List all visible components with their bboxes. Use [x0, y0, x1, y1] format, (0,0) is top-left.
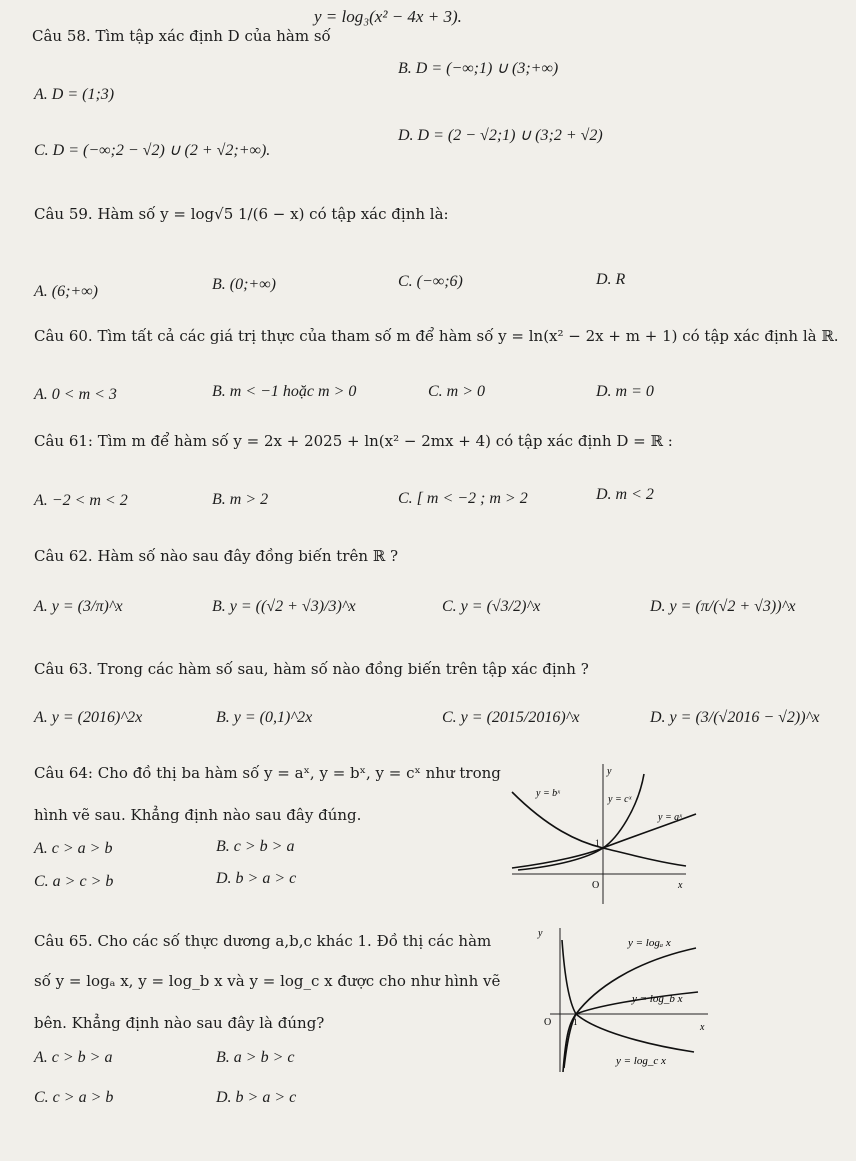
q64-label-ya: y = aˣ	[658, 812, 683, 823]
q64-graph	[508, 758, 708, 908]
q63-option-b: B. y = (0,1)^2x	[216, 709, 313, 726]
q64-curve-b	[512, 792, 686, 866]
q63-option-d: D. y = (3/(√2016 − √2))^x	[650, 709, 820, 726]
q65-stem-line2: số y = logₐ x, y = log_b x và y = log_c x được cho như hình vẽ	[34, 972, 501, 990]
q64-stem-line2: hình vẽ sau. Khẳng định nào sau đây đúng.	[34, 806, 362, 824]
q60-option-d: D. m = 0	[596, 383, 654, 400]
q64-label-yb: y = bˣ	[536, 788, 561, 799]
q60-option-c: C. m > 0	[428, 383, 486, 400]
q63-stem: Câu 63. Trong các hàm số sau, hàm số nào đồng biến trên tập xác định ?	[34, 660, 589, 678]
q58-option-b: B. D = (−∞;1) ∪ (3;+∞)	[398, 60, 559, 77]
q62-option-a: A. y = (3/π)^x	[34, 598, 123, 615]
q65-stem-line1: Câu 65. Cho các số thực dương a,b,c khác 1. Đồ thị các hàm	[34, 932, 492, 950]
q62-option-c: C. y = (√3/2)^x	[442, 598, 541, 615]
q64-stem-line1: Câu 64: Cho đồ thị ba hàm số y = aˣ, y = bˣ, y = cˣ như trong	[34, 764, 501, 782]
q58-option-a: A. D = (1;3)	[34, 86, 115, 103]
q65-graph	[522, 922, 722, 1082]
q58-option-c: C. D = (−∞;2 − √2) ∪ (2 + √2;+∞).	[34, 142, 271, 159]
q60-option-b: B. m < −1 hoặc m > 0	[212, 383, 357, 400]
q59-option-b: B. (0;+∞)	[212, 276, 276, 293]
q64-axis-x-label: x	[678, 880, 683, 891]
q61-option-c: C. [ m < −2 ; m > 2	[398, 490, 528, 507]
q65-axis-x-label: x	[700, 1022, 705, 1033]
q64-origin-label: O	[592, 880, 600, 891]
q64-axis-y-label: y	[607, 766, 612, 777]
q59-option-a: A. (6;+∞)	[34, 283, 98, 300]
q58-stem: Câu 58. Tìm tập xác định D của hàm số	[32, 27, 331, 45]
q65-label-log-a: y = logₐ x	[628, 937, 671, 949]
q64-tick-1: 1	[595, 838, 600, 848]
q59-option-d: D. R	[596, 271, 626, 288]
q60-stem: Câu 60. Tìm tất cả các giá trị thực của tham số m để hàm số y = ln(x² − 2x + m + 1) có tập xác định là ℝ.	[34, 327, 839, 345]
q65-option-b: B. a > b > c	[216, 1049, 295, 1066]
q59-stem: Câu 59. Hàm số y = log√5 1/(6 − x) có tập xác định là:	[34, 205, 449, 223]
q61-option-b: B. m > 2	[212, 491, 269, 508]
q60-option-a: A. 0 < m < 3	[34, 386, 117, 403]
q63-option-a: A. y = (2016)^2x	[34, 709, 143, 726]
q65-curve-log-a	[563, 948, 696, 1072]
q62-option-d: D. y = (π/(√2 + √3))^x	[650, 598, 796, 615]
q64-option-d: D. b > a > c	[216, 870, 297, 887]
q65-tick-1: 1	[573, 1017, 578, 1027]
q61-stem: Câu 61: Tìm m để hàm số y = 2x + 2025 + ln(x² − 2mx + 4) có tập xác định D = ℝ :	[34, 432, 673, 450]
q61-option-d: D. m < 2	[596, 486, 654, 503]
q59-option-c: C. (−∞;6)	[398, 273, 463, 290]
q62-option-b: B. y = ((√2 + √3)/3)^x	[212, 598, 356, 615]
q65-stem-line3: bên. Khẳng định nào sau đây là đúng?	[34, 1014, 325, 1032]
q64-label-yc: y = cˣ	[608, 794, 632, 805]
q58-function: y = log₃(x² − 4x + 3).	[314, 7, 462, 26]
q65-label-log-b: y = log_b x	[632, 993, 683, 1005]
q61-option-a: A. −2 < m < 2	[34, 492, 128, 509]
q65-origin-label: O	[544, 1017, 552, 1028]
q64-option-a: A. c > a > b	[34, 840, 113, 857]
q64-option-c: C. a > c > b	[34, 873, 114, 890]
q65-option-a: A. c > b > a	[34, 1049, 113, 1066]
q65-axis-y-label: y	[538, 928, 543, 939]
q62-stem: Câu 62. Hàm số nào sau đây đồng biến trên ℝ ?	[34, 547, 399, 565]
q65-option-d: D. b > a > c	[216, 1089, 297, 1106]
q65-option-c: C. c > a > b	[34, 1089, 114, 1106]
q64-option-b: B. c > b > a	[216, 838, 295, 855]
q65-label-log-c: y = log_c x	[616, 1055, 666, 1067]
q63-option-c: C. y = (2015/2016)^x	[442, 709, 580, 726]
q58-option-d: D. D = (2 − √2;1) ∪ (3;2 + √2)	[398, 127, 603, 144]
